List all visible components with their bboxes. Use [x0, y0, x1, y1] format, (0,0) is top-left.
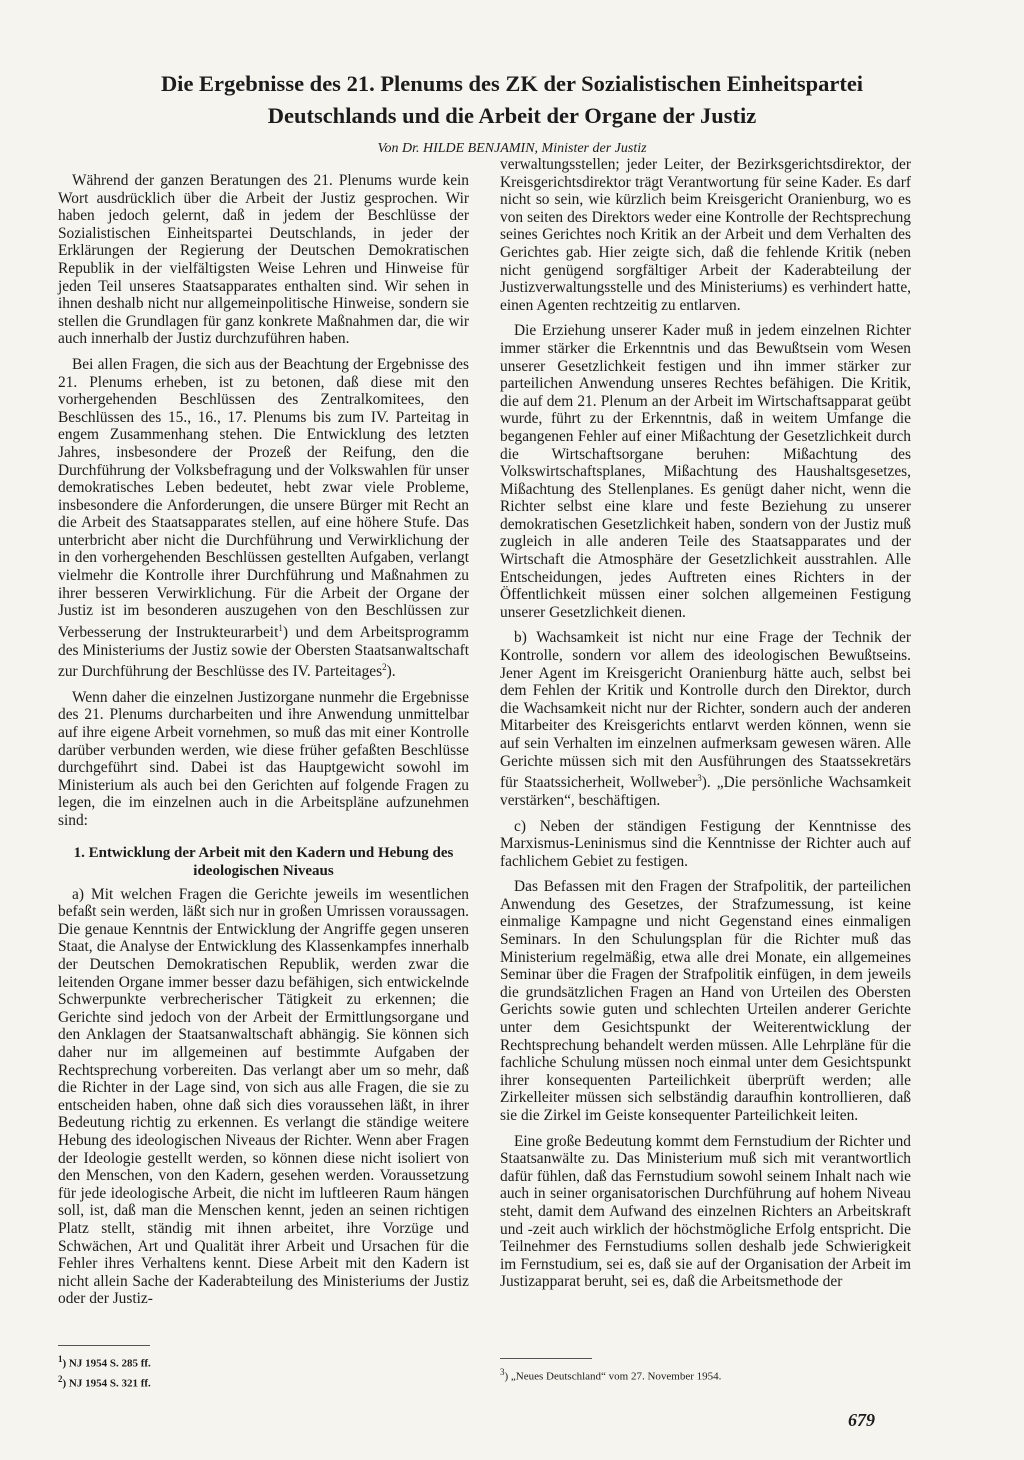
article-title — [70, 68, 954, 132]
page-number: 679 — [848, 1410, 875, 1430]
footnote-text: NJ 1954 S. 285 ff. — [68, 1357, 151, 1370]
footnote-number: 3 — [500, 1367, 505, 1377]
paragraph-text: ) und dem Arbeitsprogramm des Ministeriums der Justiz sowie der Obersten Staatsanwaltschaft zur Durchführung der Beschlüsse des IV. Parteitages — [58, 623, 470, 681]
paragraph: Wenn daher die einzelnen Justizorgane nunmehr die Ergebnisse des 21. Plenums durcharbeiten und ihre Anwendung unmittelbar auf ihre eigene Arbeit vornehmen, so muß das mit einer Kontrolle darüber verbunden werden, wie diese früher gefaßten Beschlüsse durchgeführt sind. Dabei ist das Hauptgewicht sowohl im Ministerium als auch bei den Gerichten auf folgende Fragen zu legen, die im einzelnen auch in die Arbeitspläne aufzunehmen sind: — [58, 688, 469, 830]
footnote: $^1$) NJ 1954 S. 285 ff. — [58, 1354, 151, 1370]
section-heading: 1. Entwicklung der Arbeit mit den Kadern und Hebung des ideologischen Niveaus — [73, 844, 454, 879]
author-byline: Von Dr. HILDE BENJAMIN, Minister der Justiz — [377, 141, 647, 156]
title-line-2: Deutschlands und die Arbeit der Organe der Justiz — [267, 103, 757, 128]
paragraph: Die Erziehung unserer Kader muß in jedem einzelnen Richter immer stärker die Erkenntnis und das Bewußtsein vom Wesen unserer Gesetzlichkeit festigen und ihn immer stärker zur parteilichen Anwendung unseres Rechtes befähigen. Die Kritik, die auf dem 21. Plenum an der Arbeit im Wirtschaftsapparat geübt wurde, führt zu der Erkenntnis, daß in weitem Umfange die begangenen Fehler auf einer Mißachtung der Gesetzlichkeit durch die Wirtschaftsorgane beruhen: Mißachtung des Volkswirtschaftsplanes, Mißachtung des Haushaltsgesetzes, Mißachtung des Stellenplanes. Es genügt daher nicht, wenn die Richter selbst eine klare und feste Beziehung zu unserer demokratischen Gesetzlichkeit haben, sondern von der Justiz muß zugleich in alle anderen Teile des Staatsapparates und der Wirtschaft die Atmosphäre der Gesetzlichkeit ausstrahlen. Alle Entscheidungen, jedes Auftreten eines Richters in der Öffentlichkeit müssen einer solchen allgemeinen Festigung unserer Gesetzlichkeit dienen. — [500, 322, 911, 621]
paragraph-text: ). — [386, 663, 396, 681]
paragraph: verwaltungsstellen; jeder Leiter, der Bezirksgerichtsdirektor, der Kreisgerichtsdirektor trägt Verantwortung für seine Kader. Es darf nicht so sein, wie kürzlich beim Kreisgericht Oranienburg, wo es von seiten des Direktors weder eine Kontrolle der Rechtsprechung seines Gerichtes noch Kritik an der Arbeit und dem Verhalten des Gerichtes gab. Hier zeigte sich, daß die fehlende Kritik (neben nicht genügend sorgfältiger Arbeit der Kaderabteilung der Justizverwaltungsstelle und des Ministeriums) es verhindert hatte, einen Agenten rechtzeitig zu entlarven. — [500, 156, 911, 314]
paragraph — [500, 629, 911, 809]
footnotes-left — [58, 1352, 151, 1391]
footnote: $^3$) „Neues Deutschland“ vom 27. November 1954. — [500, 1367, 722, 1383]
paragraph: Das Befassen mit den Fragen der Strafpolitik, der parteilichen Anwendung des Gesetzes, der Strafzumessung, ist keine einmalige Kampagne und nicht Gegenstand eines einmaligen Seminars. In den Schulungsplan für die Richter muß das Ministerium regelmäßig, etwa alle drei Monate, ein allgemeines Seminar über die Fragen der Strafpolitik einfügen, in dem jeweils die grundsätzlichen Fragen an Hand von Urteilen des Obersten Gerichts sowie guten und schlechten Urteilen anderer Gerichte unter dem Gesichtspunkt der Weiterentwicklung der Rechtsprechung behandelt werden müssen. Alle Lehrpläne für die fachliche Schulung müssen noch einmal unter dem Gesichtspunkt ihrer konsequenten Parteilichkeit überprüft werden; alle Zirkelleiter müssen sich selbständig daraufhin kontrollieren, daß sie die Zirkel im Geiste konsequenter Parteilichkeit leiten. — [500, 878, 911, 1124]
paragraph: a) Mit welchen Fragen die Gerichte jeweils im wesentlichen befaßt sein werden, läßt sich nur in großen Umrissen voraussagen. Die genaue Kenntnis der Entwicklung der Angriffe gegen unseren Staat, die Analyse der Entwicklung des Klassenkampfes innerhalb der Deutschen Demokratischen Republik, werden zwar die leitenden Organe immer besser dazu befähigen, sich entwickelnde Schwerpunkte verbrecherischer Tätigkeit zu erkennen; die Gerichte sind jedoch von der Arbeit der Ermittlungsorgane und den Anklagen der Staatsanwaltschaft abhängig. Sie können sich daher nur im allgemeinen auf bestimmte Aufgaben der Rechtsprechung vorbereiten. Das verlangt aber um so mehr, daß die Richter in der Lage sind, von sich aus alle Fragen, die sie zu entscheiden haben, ohne daß sich dies voraussehen läßt, in ihrer Bedeutung richtig zu erkennen. Es verlangt die ständige weitere Hebung des ideologischen Niveaus der Richter. Wenn aber Fragen der Ideologie gestellt werden, so können diese nicht isoliert von den Menschen, von den Kadern, gesehen werden. Voraussetzung für jede ideologische Arbeit, die nicht im luftleeren Raum hängen soll, ist, daß man die Menschen kennt, jeden an seinen richtigen Platz stellt, ständig mit ihnen arbeitet, ihre Vorzüge und Schwächen, Art und Qualität ihrer Arbeit und Ursachen für die Fehler ihres Verhaltens kennt. Diese Arbeit mit den Kadern ist nicht allein Sache der Kaderabteilung des Ministeriums der Justiz oder der Justiz- — [58, 885, 469, 1308]
left-column — [58, 172, 469, 1308]
title-line-1: Die Ergebnisse des 21. Plenums des ZK der Sozialistischen Einheitspartei — [160, 71, 864, 96]
footnote-mark: 2 — [382, 662, 387, 673]
footnote-mark: 1 — [278, 622, 283, 633]
paragraph: Eine große Bedeutung kommt dem Fernstudium der Richter und Staatsanwälte zu. Das Ministerium muß sich mit verantwortlich dafür fühlen, daß das Fernstudium sowohl seinem Inhalt nach wie auch in seiner organisatorischen Durchführung auf hohem Niveau steht, damit dem Aufwand des einzelnen Richters an Arbeitskraft und -zeit auch wirklich der höchstmögliche Erfolg entspricht. Die Teilnehmer des Fernstudiums sollen deshalb jede Schwierigkeit im Fernstudium, sei es, daß sie auf der Organisation der Arbeit im Justizapparat beruht, sei es, daß die Arbeitsmethode der — [500, 1132, 911, 1291]
paragraph — [58, 356, 469, 681]
paragraph-text: ). „Die persönliche Wachsamkeit verstärken“, beschäftigen. — [500, 774, 911, 809]
paragraph: c) Neben der ständigen Festigung der Kenntnisse des Marxismus-Leninismus sind die Kenntnisse der Richter auch auf fachlichem Gebiet zu festigen. — [500, 817, 911, 870]
footnote-number: 1 — [58, 1354, 63, 1364]
footnote-number: 2 — [58, 1373, 63, 1384]
footnotes-right — [500, 1365, 721, 1385]
footnote-divider — [58, 1345, 150, 1346]
footnote-text: NJ 1954 S. 321 ff. — [68, 1377, 151, 1390]
paragraph-text: Bei allen Fragen, die sich aus der Beachtung der Ergebnisse des 21. Plenums erheben, ist zu betonen, daß diese mit den vorhergehenden Beschlüssen des Zentralkomitees, den Beschlüssen des 15., 16., 17. Plenums bis zum IV. Parteitag in engem Zusammenhang stehen. Die Entwicklung des letzten Jahres, insbesondere der Prozeß der Reifung, den die Durchführung der Volksbefragung und der Volkswahlen für unser demokratisches Leben bedeutet, hebt zwar viele Probleme, insbesondere die Anforderungen, die unsere Bürger mit Recht an die Arbeit des Staatsapparates stellen, auf eine höhere Stufe. Das unterbricht aber nicht die Durchführung und Verwirklichung der in den vorhergehenden Beschlüssen gestellten Aufgaben, verlangt vielmehr die Kontrolle ihrer Durchführung und Maßnahmen zu ihrer besseren Verwirklichung. Für die Arbeit der Organe der Justiz ist im besonderen auszugehen von den Beschlüssen zur Verbesserung der Instrukteurarbeit — [58, 355, 469, 641]
paragraph-text: b) Wachsamkeit ist nicht nur eine Frage der Technik der Kontrolle, sondern vor allem des ideologischen Bewußtseins. Jener Agent im Kreisgericht Oranienburg hätte auch, selbst bei dem Fehlen der Kritik und Kontrolle durch den Direktor, durch die Wachsamkeit nicht nur der Richter, sondern auch der anderen Mitarbeiter des Kreisgerichts entlarvt werden können, wenn sie auf sein Verhalten im einzelnen aufmerksam gewesen wären. Alle Gerichte müssen sich mit den Ausführungen des Staatssekretärs für Staatssicherheit, Wollweber — [500, 629, 911, 792]
paragraph: Während der ganzen Beratungen des 21. Plenums wurde kein Wort ausdrücklich über die Arbeit der Justiz gesprochen. Wir haben jedoch gelernt, daß in jedem der Beschlüsse der Sozialistischen Einheitspartei Deutschlands, in jeder der Erklärungen der Regierung der Deutschen Demokratischen Republik in der vielfältigsten Weise Lehren und Hinweise für jeden Teil unseres Staatsapparates enthalten sind. Wir sehen in ihnen deshalb nicht nur allgemeinpolitische Hinweise, sondern sie stellen die Grundlagen für ganz konkrete Maßnahmen dar, die wir auch innerhalb der Justiz durchzuführen haben. — [58, 172, 469, 348]
footnote-text: „Neues Deutschland“ vom 27. November 1954. — [510, 1370, 722, 1383]
right-column — [500, 156, 911, 1291]
footnote-mark: 3 — [697, 773, 702, 784]
footnote: $^2$) NJ 1954 S. 321 ff. — [58, 1373, 151, 1390]
footnote-divider — [500, 1358, 592, 1359]
